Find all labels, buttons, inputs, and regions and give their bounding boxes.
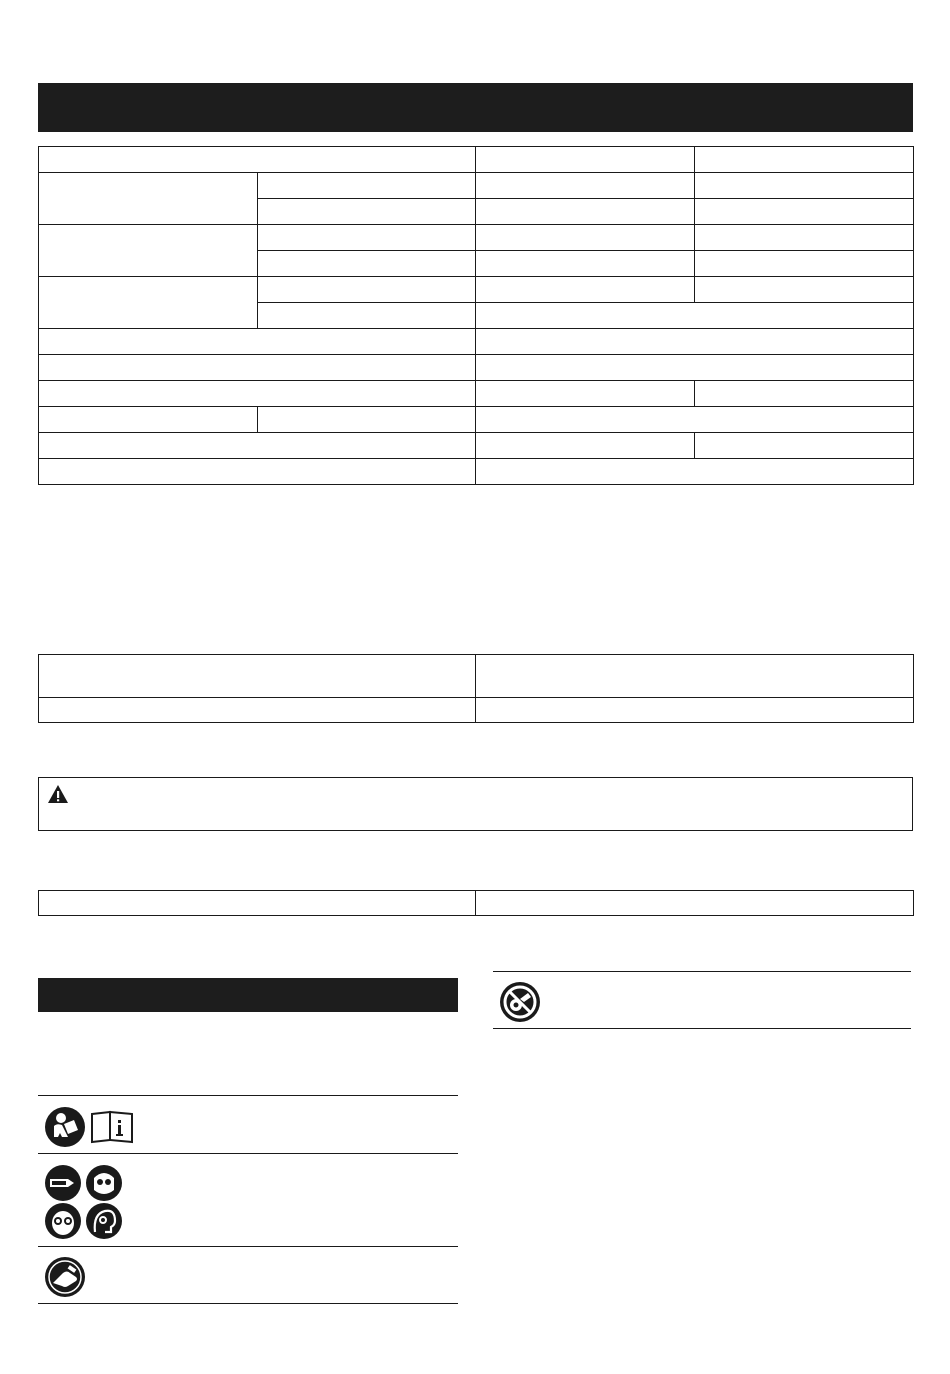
table-row <box>39 277 914 303</box>
table-cell <box>39 891 476 916</box>
divider <box>38 1303 458 1304</box>
table-row <box>39 329 914 355</box>
divider <box>38 1246 458 1247</box>
no-touch-rotating-part-icon <box>499 981 541 1023</box>
table-cell <box>258 407 476 433</box>
table-cell <box>476 329 914 355</box>
table-row <box>39 355 914 381</box>
table-cell <box>476 147 695 173</box>
vibration-table <box>38 890 914 916</box>
table-row <box>39 381 914 407</box>
table-row <box>39 655 914 698</box>
table-cell <box>476 433 695 459</box>
table-row <box>39 459 914 485</box>
table-cell <box>476 698 914 723</box>
table-cell <box>476 355 914 381</box>
table-cell <box>258 173 476 199</box>
table-row <box>39 147 914 173</box>
table-cell <box>39 655 476 698</box>
table-cell <box>476 303 914 329</box>
warning-box <box>38 777 913 831</box>
table-cell <box>476 459 914 485</box>
warning-triangle-icon <box>47 784 69 804</box>
table-cell <box>476 225 695 251</box>
divider <box>493 1028 911 1029</box>
table-row <box>39 891 914 916</box>
table-cell <box>476 251 695 277</box>
table-cell <box>476 407 914 433</box>
instruction-book-icon <box>90 1110 134 1144</box>
table-row <box>39 225 914 251</box>
table-cell <box>695 381 914 407</box>
table-cell <box>695 277 914 303</box>
table-cell <box>39 277 258 329</box>
table-cell <box>39 459 476 485</box>
table-cell <box>258 251 476 277</box>
read-manual-icon <box>44 1106 86 1148</box>
noise-table <box>38 654 914 723</box>
page-header-bar <box>38 83 913 132</box>
table-cell <box>39 355 476 381</box>
table-cell <box>476 381 695 407</box>
eye-protection-icon <box>44 1164 82 1202</box>
table-cell <box>258 225 476 251</box>
table-cell <box>39 698 476 723</box>
table-cell <box>39 407 258 433</box>
table-cell <box>39 147 476 173</box>
ear-protection-icon <box>85 1202 123 1240</box>
table-cell <box>476 173 695 199</box>
section-header-bar <box>38 978 458 1012</box>
table-cell <box>39 433 476 459</box>
table-row <box>39 407 914 433</box>
safety-goggles-icon <box>44 1202 82 1240</box>
table-cell <box>39 329 476 355</box>
table-cell <box>695 147 914 173</box>
divider <box>38 1095 458 1096</box>
table-cell <box>39 381 476 407</box>
divider <box>493 971 911 972</box>
table-cell <box>39 173 258 225</box>
table-cell <box>476 655 914 698</box>
table-cell <box>695 173 914 199</box>
divider <box>38 1153 458 1154</box>
table-cell <box>258 277 476 303</box>
table-cell <box>695 433 914 459</box>
table-cell <box>258 199 476 225</box>
table-cell <box>39 225 258 277</box>
table-cell <box>695 251 914 277</box>
table-cell <box>695 225 914 251</box>
table-row <box>39 173 914 199</box>
table-cell <box>476 277 695 303</box>
table-cell <box>476 891 914 916</box>
face-shield-icon <box>85 1164 123 1202</box>
table-row <box>39 433 914 459</box>
table-cell <box>695 199 914 225</box>
table-cell <box>476 199 695 225</box>
specifications-table <box>38 146 914 485</box>
table-row <box>39 698 914 723</box>
table-cell <box>258 303 476 329</box>
hand-operation-icon <box>44 1256 86 1298</box>
